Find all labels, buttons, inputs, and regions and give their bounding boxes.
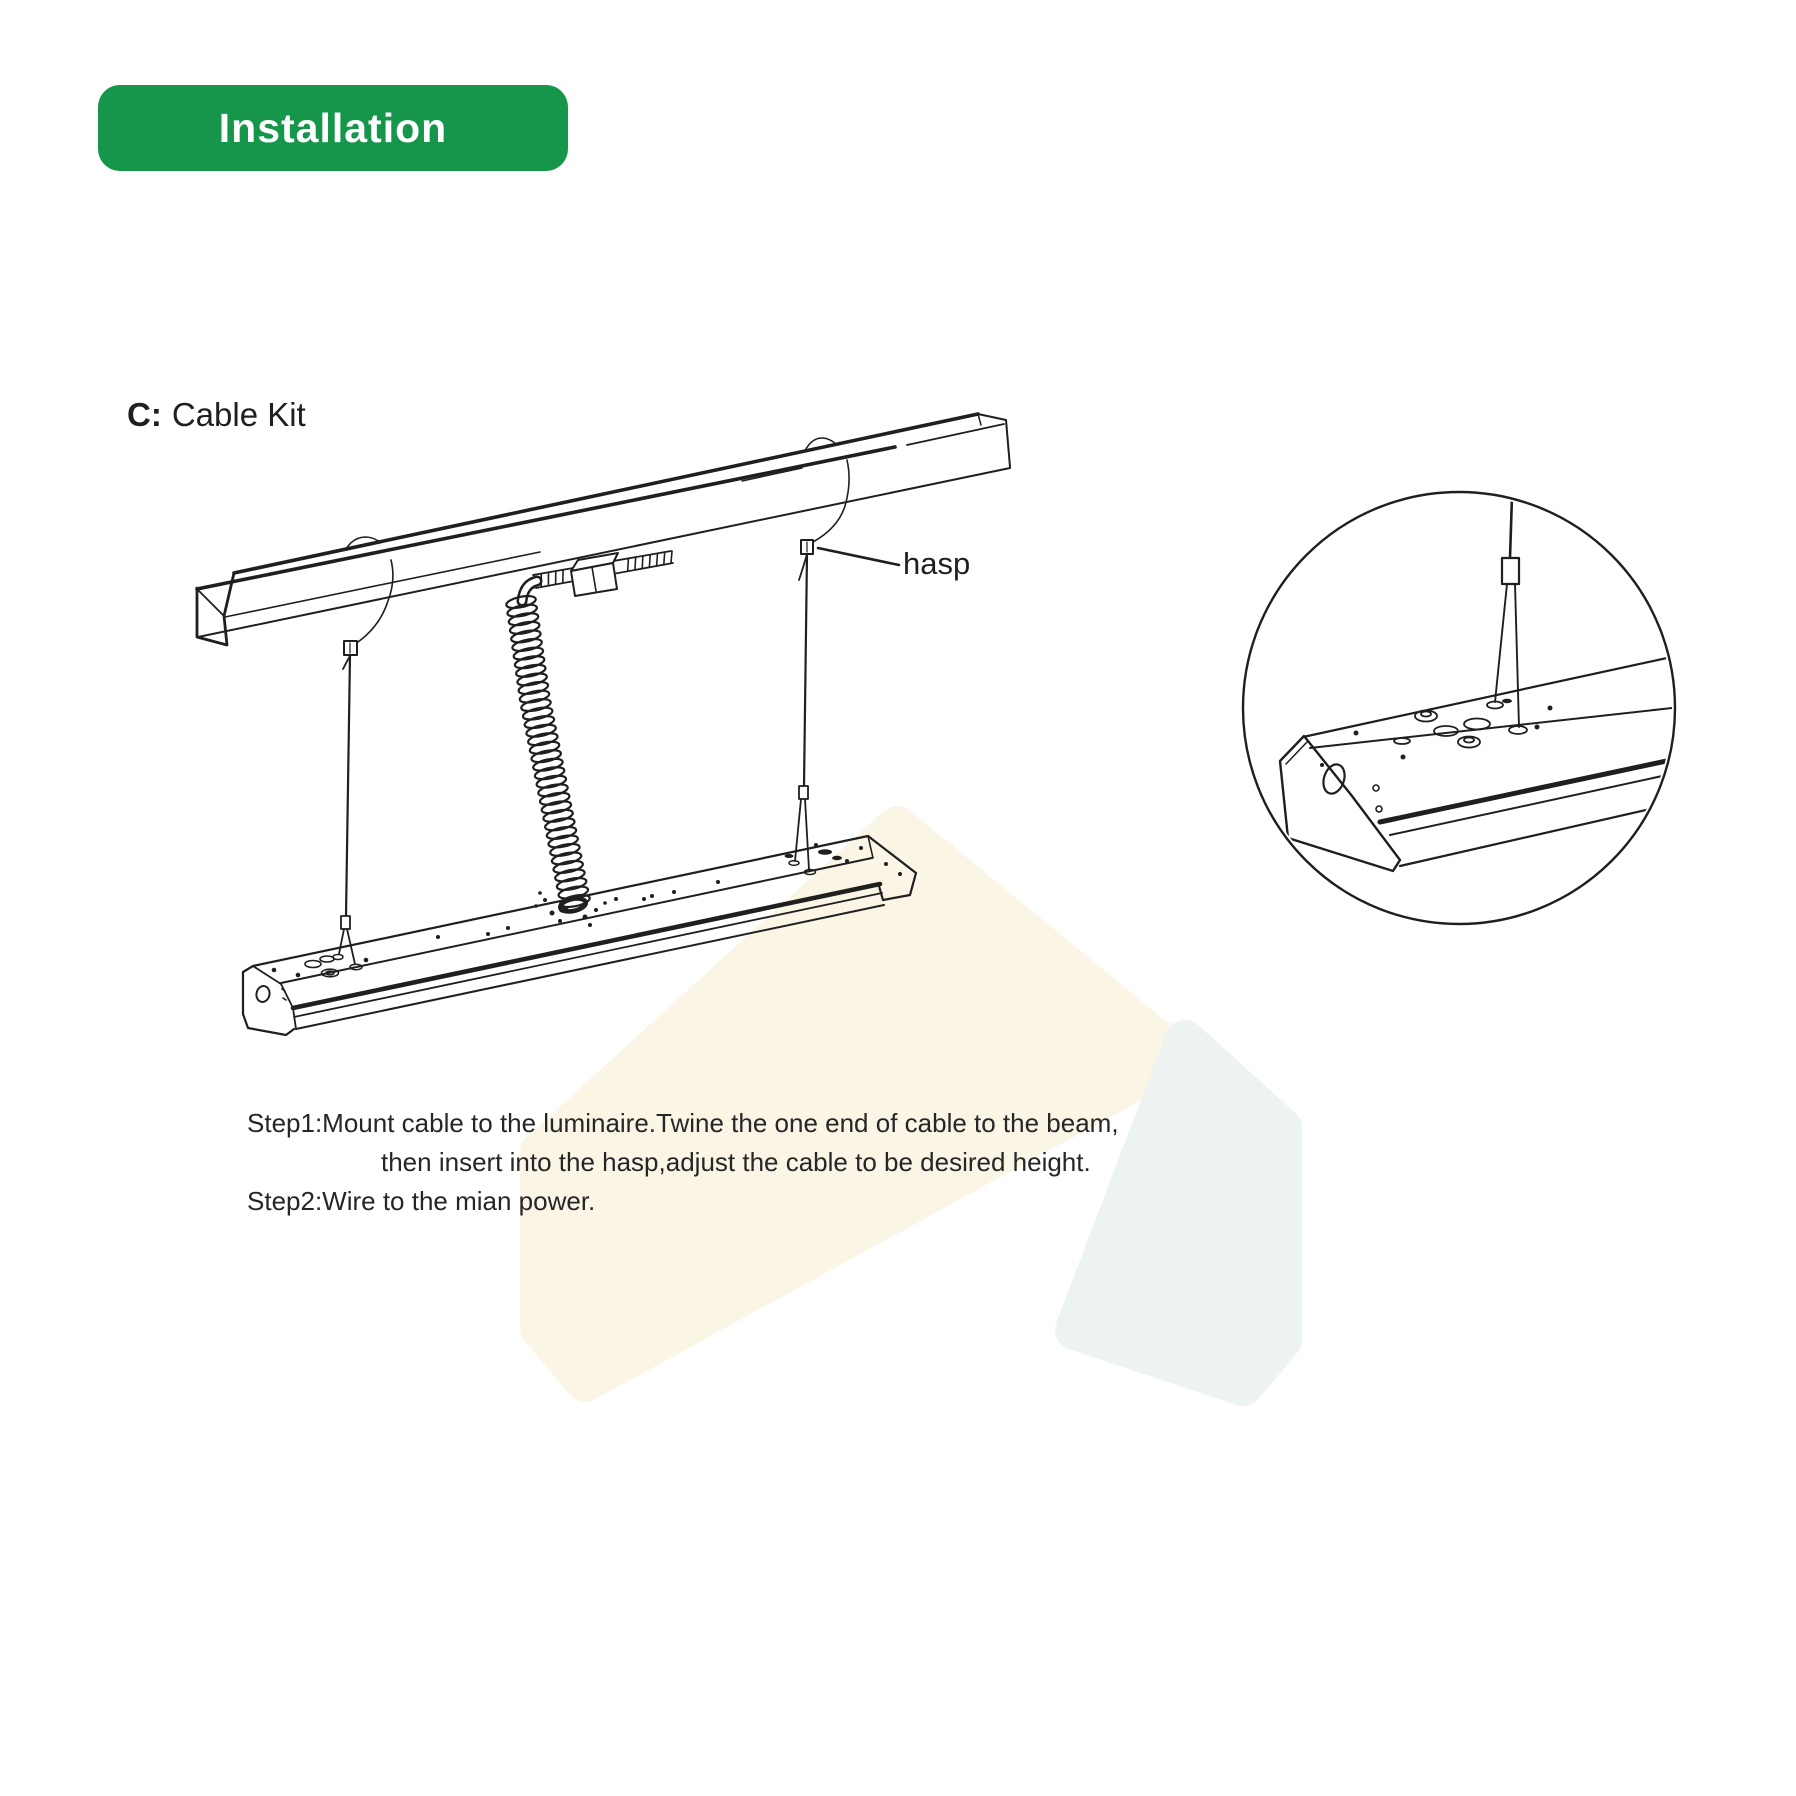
section-label: [127, 396, 306, 434]
beam: [197, 414, 1010, 645]
step-line-3: Step2:Wire to the mian power.: [247, 1186, 596, 1216]
installation-badge-label: Installation: [218, 104, 448, 151]
cable: [1510, 496, 1512, 558]
detail-circle: [1243, 492, 1675, 924]
detail-view: [1243, 492, 1690, 924]
step-line-2: then insert into the hasp,adjust the cable to be desired height.: [381, 1147, 1091, 1177]
coiled-power-cord: [505, 594, 591, 909]
luminaire: [243, 836, 916, 1035]
hasp-label: hasp: [903, 546, 971, 581]
suspension-cable-right: [789, 460, 849, 875]
installation-badge: [98, 85, 568, 171]
cord-grommet: [534, 891, 618, 927]
hasp-pointer-line: [818, 548, 899, 565]
suspension-cable-left: [333, 560, 393, 970]
step-line-1: Step1:Mount cable to the luminaire.Twine the one end of cable to the beam,: [247, 1108, 1119, 1138]
installation-steps: [247, 1104, 1119, 1221]
hasp-detail: [1502, 558, 1519, 584]
section-prefix: C:: [127, 396, 162, 433]
section-title: Cable Kit: [171, 396, 306, 433]
